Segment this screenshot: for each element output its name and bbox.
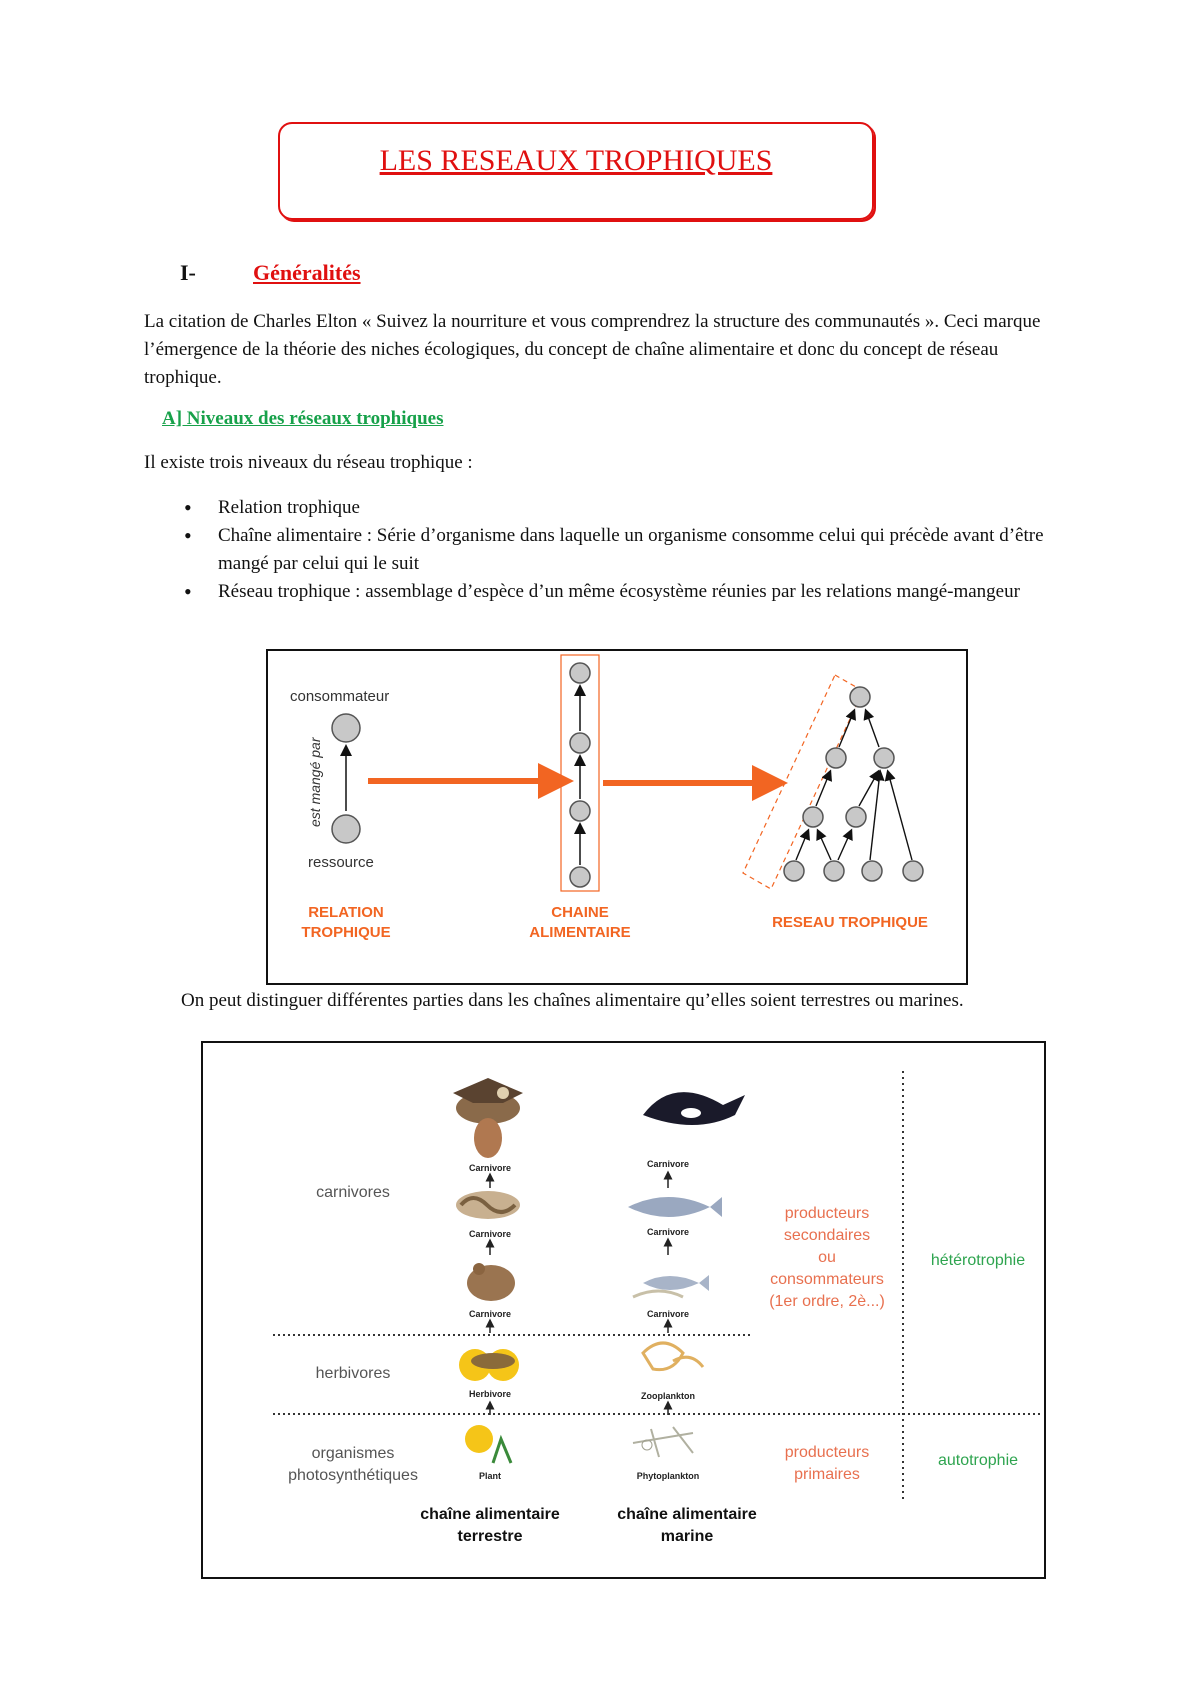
eaten-by-label: est mangé par <box>307 737 323 827</box>
chain-node <box>570 801 590 821</box>
terrestrial-label: Carnivore <box>468 1163 512 1173</box>
marine-label: Zooplankton <box>641 1391 695 1401</box>
chain-label-2: ALIMENTAIRE <box>529 924 631 941</box>
web-node <box>826 748 846 768</box>
photosynthetic-label-2: photosynthétiques <box>288 1467 418 1484</box>
phytoplankton-icon <box>633 1427 693 1457</box>
zooplankton-icon <box>643 1343 703 1370</box>
photosynthetic-label-1: organismes <box>311 1445 395 1462</box>
web-label: RESEAU TROPHIQUE <box>772 914 928 931</box>
marine-label: Phytoplankton <box>636 1471 700 1481</box>
trophic-levels-figure <box>266 649 968 985</box>
list-item: • Chaîne alimentaire : Série d’organisme dans laquelle un organisme consomme celui qui précède avant d’être mangé par celui qui le suit <box>190 522 1050 578</box>
food-chain-figure <box>201 1041 1046 1579</box>
relation-label-1: RELATION <box>308 904 384 921</box>
secondary-producers-label: ou <box>818 1249 836 1266</box>
marine-label: Carnivore <box>646 1309 690 1319</box>
list-item: • Réseau trophique : assemblage d’espèce d’un même écosystème réunies par les relations mangé-mangeur <box>190 578 1050 606</box>
resource-node <box>332 815 360 843</box>
grasshopper-flower-icon <box>459 1349 519 1381</box>
marine-label: Carnivore <box>646 1227 690 1237</box>
terrestrial-label: Herbivore <box>468 1389 512 1399</box>
list-item: • Relation trophique <box>190 494 1050 522</box>
levels-list <box>190 494 1050 606</box>
marine-chain-label-1: chaîne alimentaire <box>617 1506 757 1523</box>
levels-intro: Il existe trois niveaux du réseau trophique : <box>144 452 473 473</box>
trophic-levels-diagram <box>268 651 966 983</box>
web-node <box>846 807 866 827</box>
section-title: Généralités <box>253 260 361 285</box>
chain-parts-paragraph: On peut distinguer différentes parties dans les chaînes alimentaire qu’elles soient terrestres ou marines. <box>181 990 964 1011</box>
consumer-label: consommateur <box>290 688 390 705</box>
web-node <box>903 861 923 881</box>
terrestrial-label: Carnivore <box>468 1309 512 1319</box>
web-node <box>862 861 882 881</box>
tuna-icon <box>628 1197 722 1217</box>
snake-icon <box>456 1191 520 1219</box>
intro-paragraph: La citation de Charles Elton « Suivez la nourriture et vous comprendrez la structure des communautés ». Ceci marque l’émergence de la théorie des niches écologiques, du concept de chaîne alimentaire et donc du concept de réseau trophique. <box>144 311 1041 388</box>
web-node <box>874 748 894 768</box>
web-node <box>784 861 804 881</box>
chain-node <box>570 733 590 753</box>
terrestrial-chain-label-1: chaîne alimentaire <box>420 1506 560 1523</box>
subsection-title: A] Niveaux des réseaux trophiques <box>162 408 444 429</box>
chain-node <box>570 663 590 683</box>
page-title: LES RESEAUX TROPHIQUES <box>379 144 773 177</box>
terrestrial-chain-label-2: terrestre <box>457 1528 523 1545</box>
marine-chain-label-2: marine <box>660 1528 714 1545</box>
mouse-icon <box>467 1263 515 1301</box>
section-number: I- <box>180 260 196 285</box>
orca-icon <box>643 1092 745 1125</box>
marine-label: Carnivore <box>646 1159 690 1169</box>
web-arrows <box>796 711 912 860</box>
herbivores-label: herbivores <box>315 1365 391 1382</box>
web-node <box>803 807 823 827</box>
web-node <box>824 861 844 881</box>
secondary-producers-label: consommateurs <box>770 1271 884 1288</box>
carnivores-label: carnivores <box>316 1184 390 1201</box>
autotrophy-label: autotrophie <box>937 1452 1019 1469</box>
small-fish-icon <box>633 1275 709 1297</box>
chain-label-1: CHAINE <box>551 904 609 921</box>
food-chain-diagram <box>203 1043 1044 1577</box>
primary-producers-label: primaires <box>794 1466 860 1483</box>
web-node <box>850 687 870 707</box>
secondary-producers-label: (1er ordre, 2è...) <box>769 1293 885 1310</box>
chain-node <box>570 867 590 887</box>
terrestrial-label: Carnivore <box>468 1229 512 1239</box>
secondary-producers-label: secondaires <box>783 1227 871 1244</box>
consumer-node <box>332 714 360 742</box>
terrestrial-label: Plant <box>478 1471 502 1481</box>
plant-icon <box>465 1425 511 1463</box>
hawk-icon <box>453 1078 523 1158</box>
relation-label-2: TROPHIQUE <box>301 924 391 941</box>
heterotrophy-label: hétérotrophie <box>930 1252 1026 1269</box>
primary-producers-label: producteurs <box>784 1444 870 1461</box>
resource-label: ressource <box>308 854 374 871</box>
secondary-producers-label: producteurs <box>784 1205 870 1222</box>
